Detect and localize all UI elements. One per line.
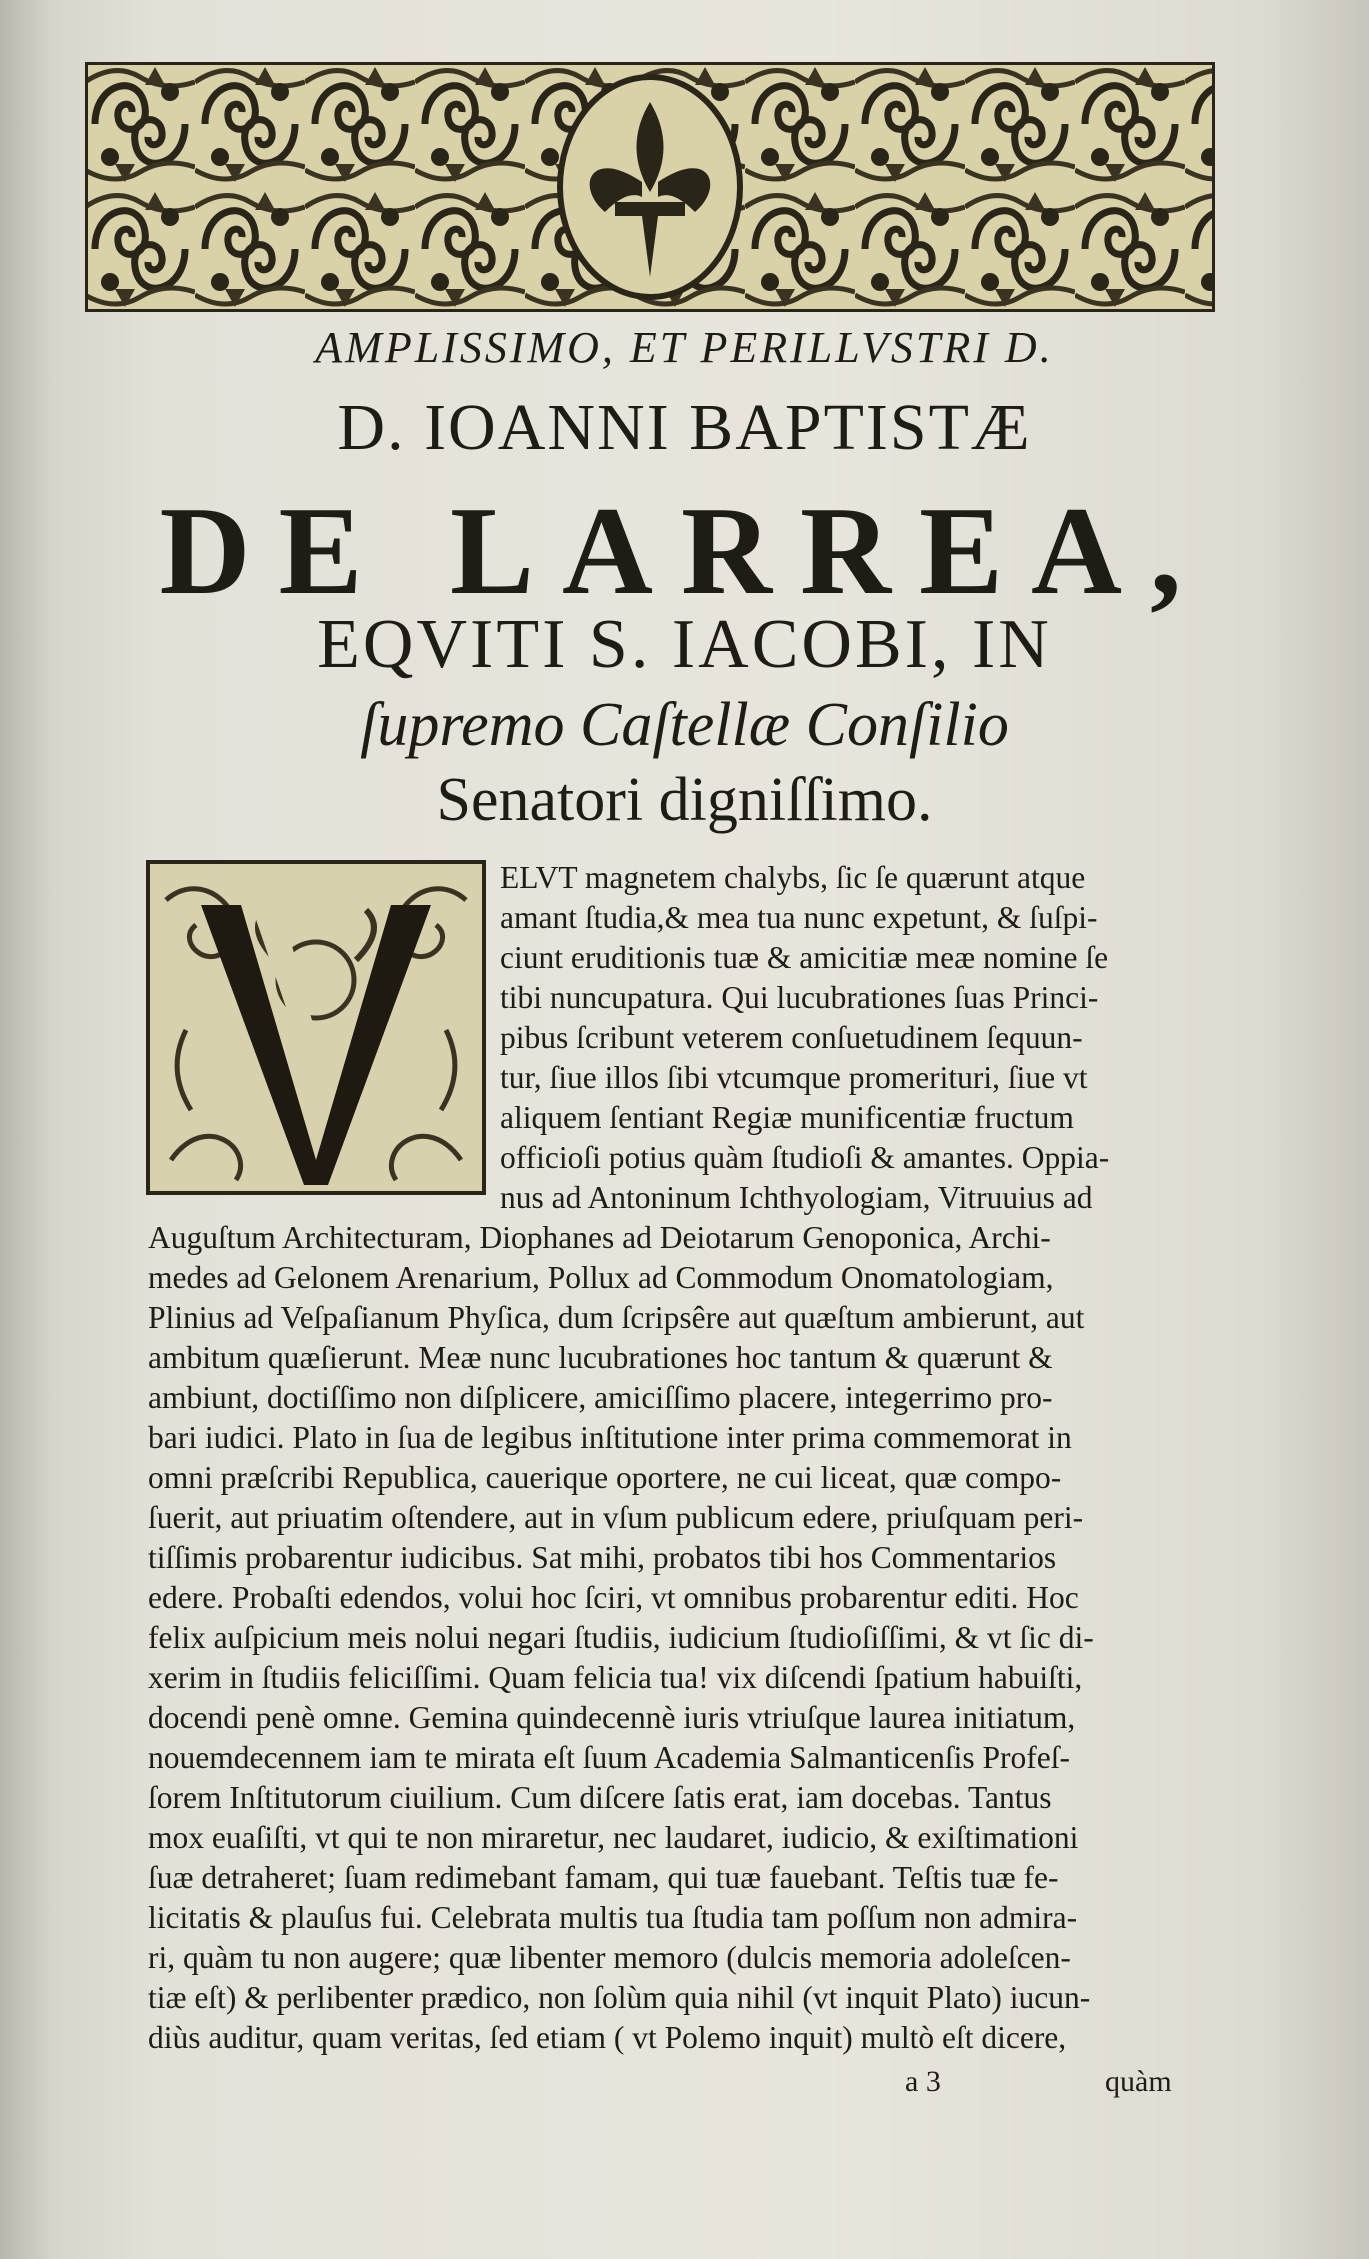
catchword: quàm xyxy=(1105,2065,1172,2098)
body-line: ri, quàm tu non augere; quæ libenter memoro (dulcis memoria adoleſcen- xyxy=(148,1940,1071,1975)
body-line: ciunt eruditionis tuæ & amicitiæ meæ nomine ſe xyxy=(500,940,1109,975)
body-line: tiæ eſt) & perlibenter prædico, non ſolùm quia nihil (vt inquit Plato) iucun- xyxy=(148,1980,1091,2015)
body-line: pibus ſcribunt veterem conſuetudinem ſequun- xyxy=(500,1020,1083,1055)
body-line: ſuæ detraheret; ſuam redimebant famam, qui tuæ fauebant. Teſtis tuæ fe- xyxy=(148,1860,1059,1895)
body-line: mox euaſiſti, vt qui te non miraretur, nec laudaret, iudicio, & exiſtimationi xyxy=(148,1820,1079,1855)
body-line: docendi penè omne. Gemina quindecennè iuris vtriuſque laurea initiatum, xyxy=(148,1700,1076,1735)
body-line: tur, ſiue illos ſibi vtcumque promerituri, ſiue vt xyxy=(500,1060,1088,1095)
ornamental-headpiece xyxy=(85,62,1215,312)
body-line: ELVT magnetem chalybs, ſic ſe quærunt atque xyxy=(500,860,1086,895)
body-line: ſorem Inſtitutorum ciuilium. Cum diſcere ſatis erat, iam docebas. Tantus xyxy=(148,1780,1052,1815)
body-line: ambitum quæſierunt. Meæ nunc lucubrationes hoc tantum & quærunt & xyxy=(148,1340,1053,1375)
body-line: felix auſpicium meis nolui negari ſtudiis, iudicium ſtudioſiſſimi, & vt ſic di- xyxy=(148,1620,1094,1655)
body-line: nouemdecennem iam te mirata eſt ſuum Academia Salmanticenſis Profeſ- xyxy=(148,1740,1070,1775)
body-line: tibi nuncupatura. Qui lucubrationes ſuas Princi- xyxy=(500,980,1099,1015)
body-line: Plinius ad Veſpaſianum Phyſica, dum ſcripsêre aut quæſtum ambierunt, aut xyxy=(148,1300,1085,1335)
dedication-line-6: Senatori digniſſimo. xyxy=(436,766,933,834)
dedication-line-4: EQVITI S. IACOBI, IN xyxy=(317,606,1052,683)
body-line: tiſſimis probarentur iudicibus. Sat mihi, probatos tibi hos Commentarios xyxy=(148,1540,1057,1575)
body-line: xerim in ſtudiis feliciſſimi. Quam felicia tua! vix diſcendi ſpatium habuiſti, xyxy=(148,1660,1083,1695)
dedication-line-5: ſupremo Caſtellæ Conſilio xyxy=(360,691,1009,759)
dedication-line-2: D. IOANNI BAPTISTÆ xyxy=(337,391,1032,464)
body-line: licitatis & plauſus fui. Celebrata multis tua ſtudia tam poſſum non admira- xyxy=(148,1900,1078,1935)
body-line: nus ad Antoninum Ichthyologiam, Vitruuius ad xyxy=(500,1180,1093,1215)
body-line: Auguſtum Architecturam, Diophanes ad Deiotarum Genoponica, Archi- xyxy=(148,1220,1051,1255)
body-line: amant ſtudia,& mea tua nunc expetunt, & ſuſpi- xyxy=(500,900,1098,935)
body-line: diùs auditur, quam veritas, ſed etiam ( vt Polemo inquit) multò eſt dicere, xyxy=(148,2020,1067,2055)
body-line: edere. Probaſti edendos, volui hoc ſciri, vt omnibus probarentur editi. Hoc xyxy=(148,1580,1079,1615)
body-line: aliquem ſentiant Regiæ munificentiæ fructum xyxy=(500,1100,1074,1135)
body-line: ambiunt, doctiſſimo non diſplicere, amiciſſimo placere, integerrimo pro- xyxy=(148,1380,1053,1415)
body-line: ſuerit, aut priuatim oſtendere, aut in vſum publicum edere, priuſquam peri- xyxy=(148,1500,1084,1535)
dedication-line-3: DE LARREA, xyxy=(159,482,1210,621)
body-paragraph xyxy=(148,858,1193,2058)
body-line: officioſi potius quàm ſtudioſi & amantes. Oppia- xyxy=(500,1140,1110,1175)
dedication-line-1: AMPLISSIMO, ET PERILLVSTRI D. xyxy=(315,323,1054,372)
signature-mark: a 3 xyxy=(905,2065,941,2098)
body-line: bari iudici. Plato in ſua de legibus inſtitutione inter prima commemorat in xyxy=(148,1420,1072,1455)
body-line: medes ad Gelonem Arenarium, Pollux ad Commodum Onomatologiam, xyxy=(148,1260,1054,1295)
body-line: omni præſcribi Republica, cauerique oportere, ne cui liceat, quæ compo- xyxy=(148,1460,1062,1495)
